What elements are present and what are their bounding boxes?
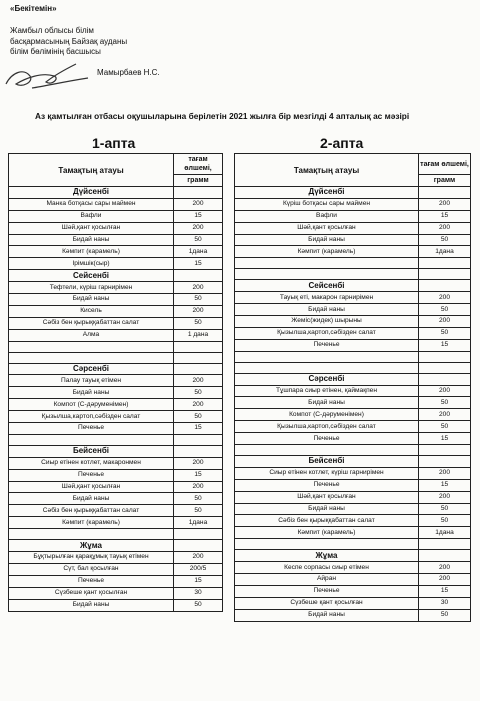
empty-row	[9, 352, 223, 363]
food-name: Компот (С-дәруменімен)	[9, 399, 174, 411]
day-row	[9, 270, 223, 282]
food-quantity: 1дана	[419, 527, 471, 539]
table-row	[235, 246, 471, 258]
food-name: Бидай наны	[235, 609, 419, 621]
table-row	[9, 282, 223, 294]
day-name: Бейсенбі	[235, 456, 419, 468]
food-quantity: 200	[419, 491, 471, 503]
food-name: Сиыр етінен котлет, күріш гарнирімен	[235, 467, 419, 479]
food-name: Сүзбеше қант қосылған	[235, 597, 419, 609]
empty-row	[235, 351, 471, 362]
day-name: Дүйсенбі	[9, 187, 174, 199]
food-name: Кәмпит (карамель)	[9, 517, 174, 529]
table-row	[235, 527, 471, 539]
food-quantity: 50	[419, 397, 471, 409]
food-name: Кәмпит (карамель)	[235, 246, 419, 258]
food-name: Сәбіз бен қырыққабаттан салат	[235, 515, 419, 527]
table-row	[235, 479, 471, 491]
table-row	[9, 234, 223, 246]
day-row	[235, 373, 471, 385]
table-row	[9, 246, 223, 258]
table-row	[9, 387, 223, 399]
day-row	[9, 445, 223, 457]
food-name: Тұшпара сиыр етінен, қаймақпен	[235, 385, 419, 397]
empty-cell	[419, 539, 471, 550]
day-qty-empty	[419, 373, 471, 385]
week2-menu-table	[234, 153, 471, 622]
column-header-unit: грамм	[174, 175, 223, 187]
food-name: Кисель	[9, 305, 174, 317]
food-quantity: 200	[174, 481, 223, 493]
food-name: Кәмпит (карамель)	[9, 246, 174, 258]
food-name: Печенье	[9, 469, 174, 481]
column-header-unit: грамм	[419, 175, 471, 187]
empty-cell	[419, 269, 471, 280]
food-name: Вафли	[9, 210, 174, 222]
day-qty-empty	[419, 456, 471, 468]
day-name: Сейсенбі	[9, 270, 174, 282]
table-row	[235, 503, 471, 515]
day-name: Жұма	[235, 550, 419, 562]
food-name: Қызылша,картоп,сәбізден салат	[9, 411, 174, 423]
week1-menu-table	[8, 153, 223, 612]
food-quantity: 50	[174, 599, 223, 611]
table-row	[9, 587, 223, 599]
day-name: Жұма	[9, 540, 174, 552]
table-row	[9, 552, 223, 564]
empty-cell	[419, 445, 471, 456]
food-quantity: 50	[419, 515, 471, 527]
food-quantity: 15	[174, 258, 223, 270]
food-quantity: 200/5	[174, 563, 223, 575]
food-name: Айран	[235, 574, 419, 586]
food-name: Печенье	[235, 585, 419, 597]
food-quantity: 200	[419, 562, 471, 574]
table-row	[9, 375, 223, 387]
food-quantity: 15	[419, 433, 471, 445]
food-quantity: 30	[174, 587, 223, 599]
org-line: басқармасының Байзақ ауданы	[10, 36, 128, 46]
food-name: Кәмпит (карамель)	[235, 527, 419, 539]
empty-cell	[419, 258, 471, 269]
food-quantity: 50	[419, 234, 471, 246]
organization-block	[10, 26, 127, 58]
empty-cell	[419, 362, 471, 373]
food-quantity: 15	[174, 423, 223, 435]
food-quantity: 15	[174, 210, 223, 222]
table-row	[235, 292, 471, 304]
food-name: Бұқтырылған қарақұмық тауық етімен	[9, 552, 174, 564]
week1-title: 1-апта	[92, 135, 136, 151]
food-name: Бидай наны	[235, 503, 419, 515]
food-quantity: 15	[419, 210, 471, 222]
food-quantity: 200	[174, 399, 223, 411]
food-name: Қызылша,картоп,сәбізден салат	[235, 327, 419, 339]
food-quantity: 50	[419, 304, 471, 316]
table-row	[9, 317, 223, 329]
food-quantity: 15	[419, 339, 471, 351]
food-name: Манка ботқасы сары маймен	[9, 198, 174, 210]
food-name: Ірімшік(сыр)	[9, 258, 174, 270]
table-row	[235, 491, 471, 503]
day-name: Бейсенбі	[9, 445, 174, 457]
food-quantity: 200	[174, 198, 223, 210]
table-row	[9, 599, 223, 611]
table-row	[9, 517, 223, 529]
food-quantity: 1дана	[174, 246, 223, 258]
food-quantity: 1дана	[419, 246, 471, 258]
empty-cell	[9, 352, 174, 363]
table-row	[9, 563, 223, 575]
food-name: Шәй,қант қосылған	[235, 491, 419, 503]
day-row	[9, 187, 223, 199]
food-name: Бидай наны	[9, 294, 174, 306]
empty-row	[235, 445, 471, 456]
food-name: Бидай наны	[235, 304, 419, 316]
director-name: Мамырбаев Н.С.	[97, 68, 160, 77]
table-row	[235, 234, 471, 246]
empty-cell	[174, 341, 223, 352]
food-quantity: 200	[419, 222, 471, 234]
empty-cell	[174, 529, 223, 540]
food-name: Күріш ботқасы сары маймен	[235, 198, 419, 210]
table-row	[235, 304, 471, 316]
signature-icon	[2, 58, 92, 98]
empty-row	[9, 341, 223, 352]
food-quantity: 200	[174, 457, 223, 469]
food-name: Бидай наны	[235, 234, 419, 246]
column-header-name: Тамақтың атауы	[9, 154, 174, 187]
empty-cell	[9, 341, 174, 352]
food-quantity: 50	[174, 387, 223, 399]
food-name: Бидай наны	[9, 493, 174, 505]
day-row	[9, 363, 223, 375]
empty-cell	[235, 258, 419, 269]
food-name: Кеспе сорпасы сиыр етімен	[235, 562, 419, 574]
day-row	[235, 550, 471, 562]
table-row	[235, 597, 471, 609]
day-row	[9, 540, 223, 552]
empty-row	[235, 539, 471, 550]
table-row	[235, 574, 471, 586]
table-row	[235, 222, 471, 234]
day-qty-empty	[174, 187, 223, 199]
table-row	[9, 411, 223, 423]
food-quantity: 30	[419, 597, 471, 609]
empty-cell	[419, 351, 471, 362]
table-row	[235, 339, 471, 351]
food-name: Печенье	[235, 433, 419, 445]
food-quantity: 200	[419, 467, 471, 479]
table-row	[235, 467, 471, 479]
food-name: Тауық еті, макарон гарнирімен	[235, 292, 419, 304]
food-quantity: 200	[174, 222, 223, 234]
table-row	[235, 409, 471, 421]
food-quantity: 15	[174, 575, 223, 587]
food-quantity: 15	[419, 479, 471, 491]
empty-cell	[235, 539, 419, 550]
org-line: Жамбыл облысы білім	[10, 26, 94, 35]
table-row	[235, 210, 471, 222]
table-row	[9, 423, 223, 435]
food-name: Бидай наны	[9, 599, 174, 611]
food-quantity: 200	[419, 316, 471, 328]
empty-row	[9, 529, 223, 540]
empty-row	[9, 434, 223, 445]
day-qty-empty	[174, 270, 223, 282]
table-row	[235, 316, 471, 328]
empty-cell	[174, 352, 223, 363]
table-row	[9, 258, 223, 270]
table-row	[9, 575, 223, 587]
empty-cell	[235, 445, 419, 456]
food-quantity: 200	[174, 282, 223, 294]
empty-cell	[235, 269, 419, 280]
food-name: Шәй,қант қосылған	[9, 222, 174, 234]
food-name: Шәй,қант қосылған	[235, 222, 419, 234]
empty-cell	[174, 434, 223, 445]
day-qty-empty	[174, 540, 223, 552]
column-header-name: Тамақтың атауы	[235, 154, 419, 187]
food-quantity: 50	[419, 503, 471, 515]
food-quantity: 1 дана	[174, 329, 223, 341]
food-name: Палау тауық етімен	[9, 375, 174, 387]
table-row	[235, 562, 471, 574]
food-quantity: 50	[419, 327, 471, 339]
day-name: Сәрсенбі	[9, 363, 174, 375]
food-quantity: 50	[419, 421, 471, 433]
column-header-measure: тағам өлшемі,	[419, 154, 471, 175]
table-row	[235, 397, 471, 409]
food-name: Печенье	[9, 575, 174, 587]
food-name: Вафли	[235, 210, 419, 222]
food-name: Печенье	[235, 479, 419, 491]
document-title: Аз қамтылған отбасы оқушыларына берілетін 2021 жылға бір мезгілді 4 апталық ас мәзірі	[35, 111, 410, 121]
day-qty-empty	[419, 187, 471, 199]
food-quantity: 200	[174, 375, 223, 387]
empty-cell	[9, 434, 174, 445]
empty-row	[235, 258, 471, 269]
day-name: Сейсенбі	[235, 280, 419, 292]
day-name: Сәрсенбі	[235, 373, 419, 385]
table-row	[235, 198, 471, 210]
empty-row	[235, 362, 471, 373]
food-quantity: 50	[419, 609, 471, 621]
table-row	[235, 421, 471, 433]
day-row	[235, 280, 471, 292]
food-quantity: 15	[419, 585, 471, 597]
food-name: Жеміс(жидек) шырыны	[235, 316, 419, 328]
food-quantity: 200	[419, 198, 471, 210]
table-row	[235, 327, 471, 339]
week2-title: 2-апта	[320, 135, 364, 151]
food-quantity: 200	[419, 292, 471, 304]
table-row	[9, 198, 223, 210]
food-name: Сүзбеше қант қосылған	[9, 587, 174, 599]
column-header-measure: тағам өлшемі,	[174, 154, 223, 175]
food-quantity: 200	[174, 305, 223, 317]
food-name: Сәбіз бен қырыққабаттан салат	[9, 317, 174, 329]
food-quantity: 200	[419, 574, 471, 586]
food-name: Алма	[9, 329, 174, 341]
food-quantity: 50	[174, 505, 223, 517]
food-quantity: 50	[174, 411, 223, 423]
food-quantity: 200	[174, 552, 223, 564]
day-qty-empty	[419, 550, 471, 562]
table-row	[9, 457, 223, 469]
food-name: Сүт, бал қосылған	[9, 563, 174, 575]
table-row	[235, 433, 471, 445]
day-qty-empty	[174, 363, 223, 375]
food-name: Компот (С-дәруменімен)	[235, 409, 419, 421]
day-name: Дүйсенбі	[235, 187, 419, 199]
empty-cell	[235, 362, 419, 373]
table-row	[9, 481, 223, 493]
empty-cell	[235, 351, 419, 362]
food-name: Бидай наны	[9, 234, 174, 246]
food-name: Сиыр етінен котлет, макаронмен	[9, 457, 174, 469]
table-row	[9, 329, 223, 341]
table-row	[235, 585, 471, 597]
food-quantity: 50	[174, 234, 223, 246]
table-row	[9, 222, 223, 234]
food-quantity: 50	[174, 294, 223, 306]
empty-row	[235, 269, 471, 280]
food-name: Сәбіз бен қырыққабаттан салат	[9, 505, 174, 517]
table-row	[235, 609, 471, 621]
day-row	[235, 456, 471, 468]
food-name: Шәй,қант қосылған	[9, 481, 174, 493]
food-quantity: 50	[174, 493, 223, 505]
food-name: Бидай наны	[9, 387, 174, 399]
table-row	[9, 210, 223, 222]
food-name: Печенье	[9, 423, 174, 435]
day-qty-empty	[174, 445, 223, 457]
table-row	[235, 515, 471, 527]
approval-stamp-text: «Бекітемін»	[10, 4, 57, 13]
food-quantity: 200	[419, 385, 471, 397]
day-qty-empty	[419, 280, 471, 292]
table-row	[9, 493, 223, 505]
table-row	[9, 469, 223, 481]
table-row	[235, 385, 471, 397]
food-quantity: 15	[174, 469, 223, 481]
food-name: Бидай наны	[235, 397, 419, 409]
food-name: Қызылша,картоп,сәбізден салат	[235, 421, 419, 433]
org-line: білім бөлімінің басшысы	[10, 47, 101, 56]
empty-cell	[9, 529, 174, 540]
food-name: Печенье	[235, 339, 419, 351]
food-quantity: 50	[174, 317, 223, 329]
food-name: Тефтели, күріш гарнирімен	[9, 282, 174, 294]
table-row	[9, 505, 223, 517]
food-quantity: 200	[419, 409, 471, 421]
food-quantity: 1дана	[174, 517, 223, 529]
table-row	[9, 305, 223, 317]
table-row	[9, 294, 223, 306]
table-row	[9, 399, 223, 411]
day-row	[235, 187, 471, 199]
